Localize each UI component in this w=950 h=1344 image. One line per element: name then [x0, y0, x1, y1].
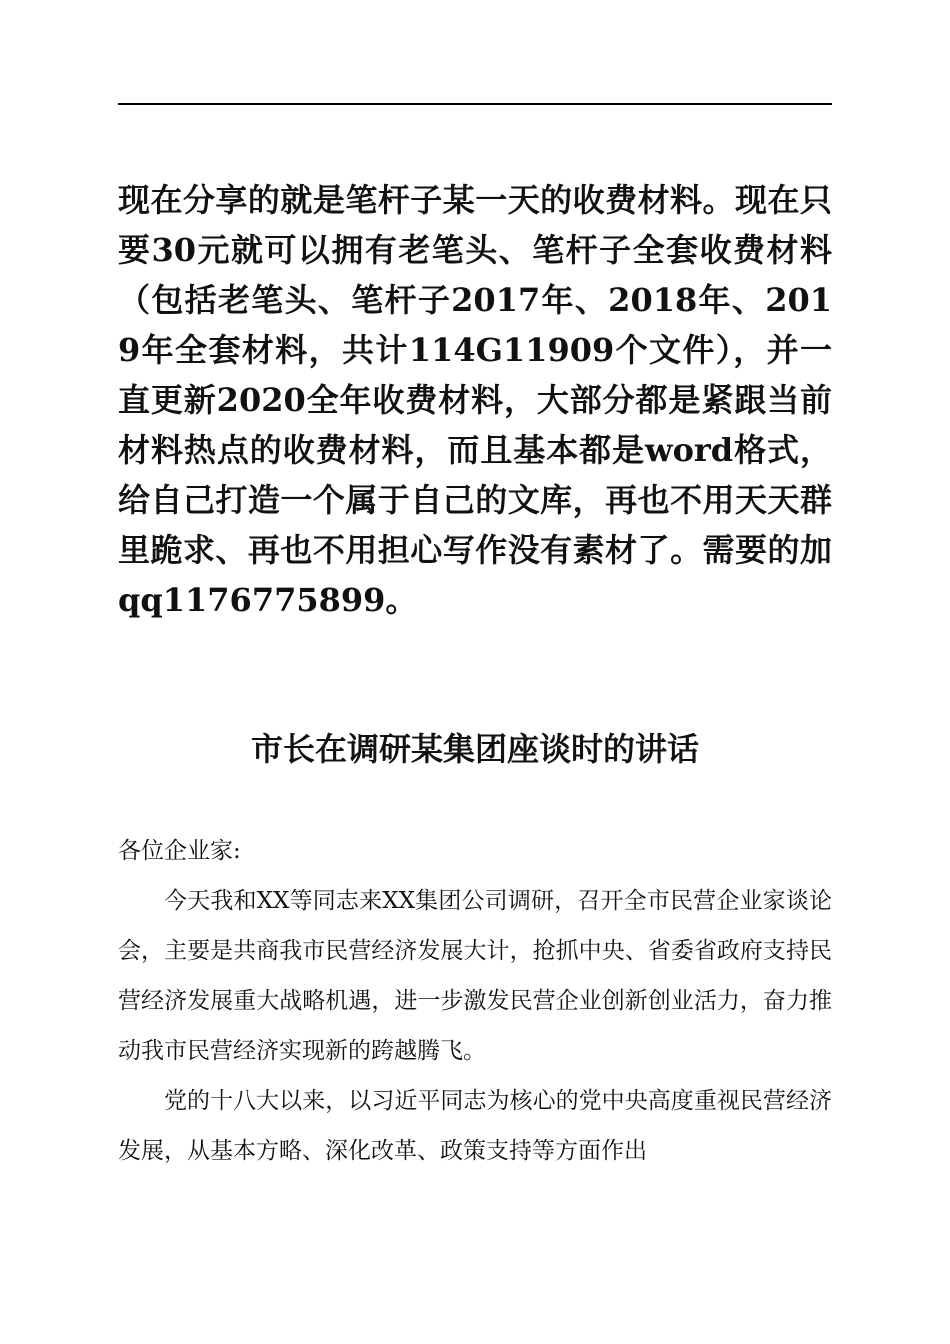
salutation: 各位企业家:: [118, 838, 241, 864]
document-title: 市长在调研某集团座谈时的讲话: [250, 730, 699, 768]
promo-paragraph: 现在分享的就是笔杆子某一天的收费材料。现在只要30元就可以拥有老笔头、笔杆子全套收费材料（包括老笔头、笔杆子2017年、2018年、2019年全套材料，共计114G11909个文件），并一直更新2020全年收费材料，大部分都是紧跟当前材料热点的收费材料，而且基本都是word格式，给自己打造一个属于自己的文库，再也不用天天群里跪求、再也不用担心写作没有素材了。需要的加qq1176775899。: [118, 181, 832, 619]
header-rule: [118, 103, 832, 105]
body-paragraph-1: 今天我和XX等同志来XX集团公司调研，召开全市民营企业家谈论会，主要是共商我市民营经济发展大计，抢抓中央、省委省政府支持民营经济发展重大战略机遇，进一步激发民营企业创新创业活力，奋力推动我市民营经济实现新的跨越腾飞。: [118, 888, 832, 1064]
document-body: [118, 826, 832, 1176]
body-paragraph-2: 党的十八大以来，以习近平同志为核心的党中央高度重视民营经济发展，从基本方略、深化改革、政策支持等方面作出: [118, 1088, 832, 1164]
